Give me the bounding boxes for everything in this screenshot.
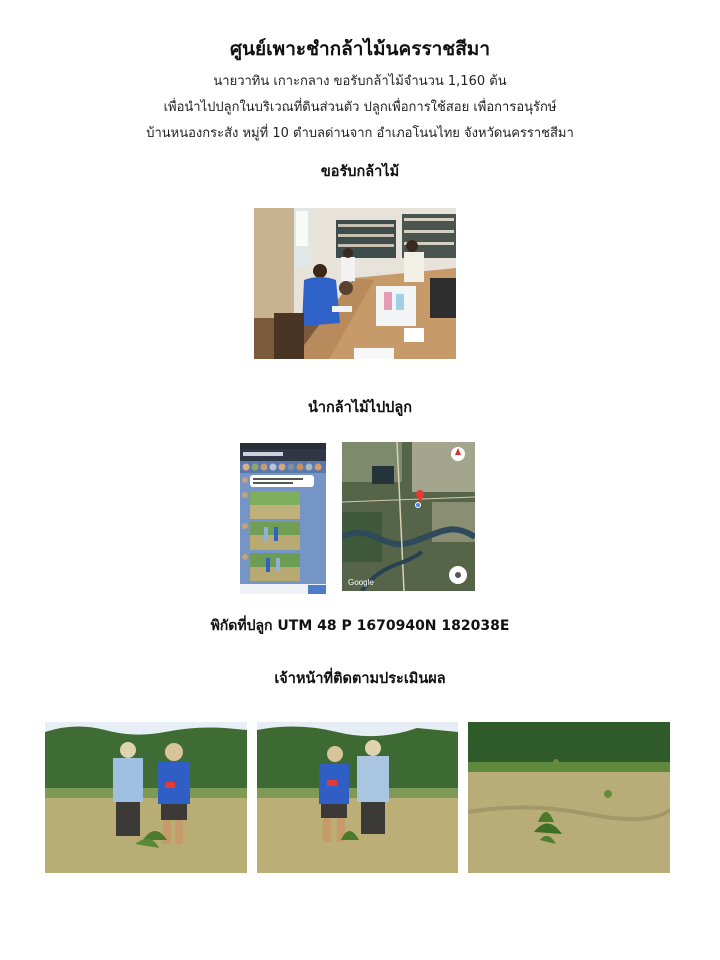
address-line: บ้านหนองกระสัง หมู่ที่ 10 ตำบลด่านจาก อำเภอโนนไทย จังหวัดนครราชสีมา [146,126,574,141]
purpose-line: เพื่อนำไปปลูกในบริเวณที่ดินส่วนตัว ปลูกเพื่อการใช้สอย เพื่อการอนุรักษ์ [163,100,557,115]
field-photo-3 [468,722,670,873]
google-logo: Google [348,578,374,587]
section-heading-monitoring: เจ้าหน้าที่ติดตามประเมินผล [274,671,446,687]
section-heading-receive: ขอรับกล้าไม้ [320,164,400,180]
field-photo-2 [257,722,458,873]
page-title: ศูนย์เพาะชำกล้าไม้นครราชสีมา [230,38,490,60]
meeting-photo [254,208,456,359]
satellite-map-screenshot [342,442,475,591]
line-chat-screenshot [240,443,326,594]
request-line: นายวาทิน เกาะกลาง ขอรับกล้าไม้จำนวน 1,160 ต้น [213,74,507,89]
planting-coordinates: พิกัดที่ปลูก UTM 48 P 1670940N 182038E [210,618,510,634]
field-photo-1 [45,722,247,873]
section-heading-planting: นำกล้าไม้ไปปลูก [307,400,413,416]
